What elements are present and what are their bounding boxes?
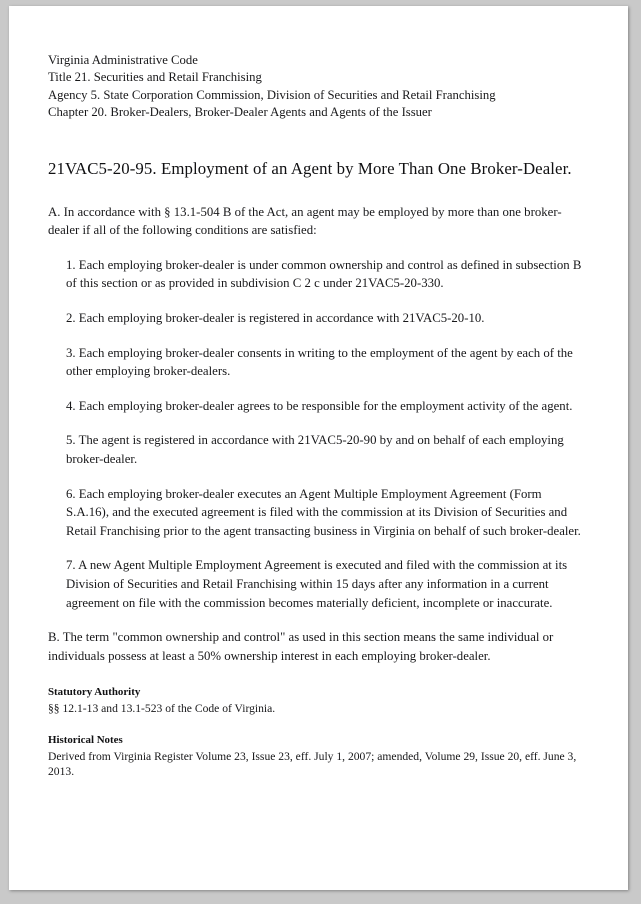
paragraph-a-item-7: 7. A new Agent Multiple Employment Agreement is executed and filed with the commission at its Division of Securities and Retail Franchising within 15 days after any information in a current agreement on file with the commission becomes materially deficient, incomplete or inaccurate. — [66, 558, 568, 610]
historical-notes-heading: Historical Notes — [48, 733, 123, 746]
statutory-authority-heading: Statutory Authority — [48, 686, 141, 699]
page-title: 21VAC5-20-95. Employment of an Agent by More Than One Broker-Dealer. — [48, 158, 572, 178]
paragraph-a-item-6: 6. Each employing broker-dealer executes an Agent Multiple Employment Agreement (Form S.A.16), and the executed agreement is filed with the commission at its Division of Securities and Retail Franchising prior to the agent transacting business in Virginia on behalf of such broker-dealer. — [66, 486, 581, 538]
historical-notes-block — [48, 717, 586, 780]
document-content — [9, 6, 628, 780]
statutory-authority-text: §§ 12.1-13 and 13.1-523 of the Code of Virginia. — [48, 702, 276, 716]
breadcrumb-line-agency: Agency 5. State Corporation Commission, Division of Securities and Retail Franchising — [48, 87, 496, 102]
breadcrumb-line-title: Title 21. Securities and Retail Franchising — [48, 70, 262, 85]
breadcrumb-line-code: Virginia Administrative Code — [48, 53, 198, 67]
paragraph-a-intro: A. In accordance with § 13.1-504 B of the Act, an agent may be employed by more than one broker-dealer if all of the following conditions are satisfied: — [48, 204, 562, 238]
paragraph-a-item-4: 4. Each employing broker-dealer agrees to be responsible for the employment activity of the agent. — [66, 398, 573, 413]
paragraph-a-item-3: 3. Each employing broker-dealer consents in writing to the employment of the agent by each of the other employing broker-dealers. — [66, 345, 573, 379]
breadcrumb — [48, 52, 586, 122]
paragraph-a-item-2: 2. Each employing broker-dealer is registered in accordance with 21VAC5-20-10. — [66, 311, 485, 325]
historical-notes-text: Derived from Virginia Register Volume 23, Issue 23, eff. July 1, 2007; amended, Volume 29, Issue 20, eff. June 3, 2013. — [48, 749, 577, 779]
paragraph-a-item-1: 1. Each employing broker-dealer is under common ownership and control as defined in subsection B of this section or as provided in subdivision C 2 c under 21VAC5-20-330. — [66, 257, 582, 291]
breadcrumb-line-chapter: Chapter 20. Broker-Dealers, Broker-Dealer Agents and Agents of the Issuer — [48, 105, 432, 120]
paragraph-a-item-5: 5. The agent is registered in accordance with 21VAC5-20-90 by and on behalf of each employing broker-dealer. — [66, 433, 564, 466]
document-page — [9, 6, 628, 890]
paragraph-b: B. The term "common ownership and control" as used in this section means the same individual or individuals possess at least a 50% ownership interest in each employing broker-dealer. — [48, 630, 554, 663]
statutory-authority-block — [48, 665, 586, 717]
